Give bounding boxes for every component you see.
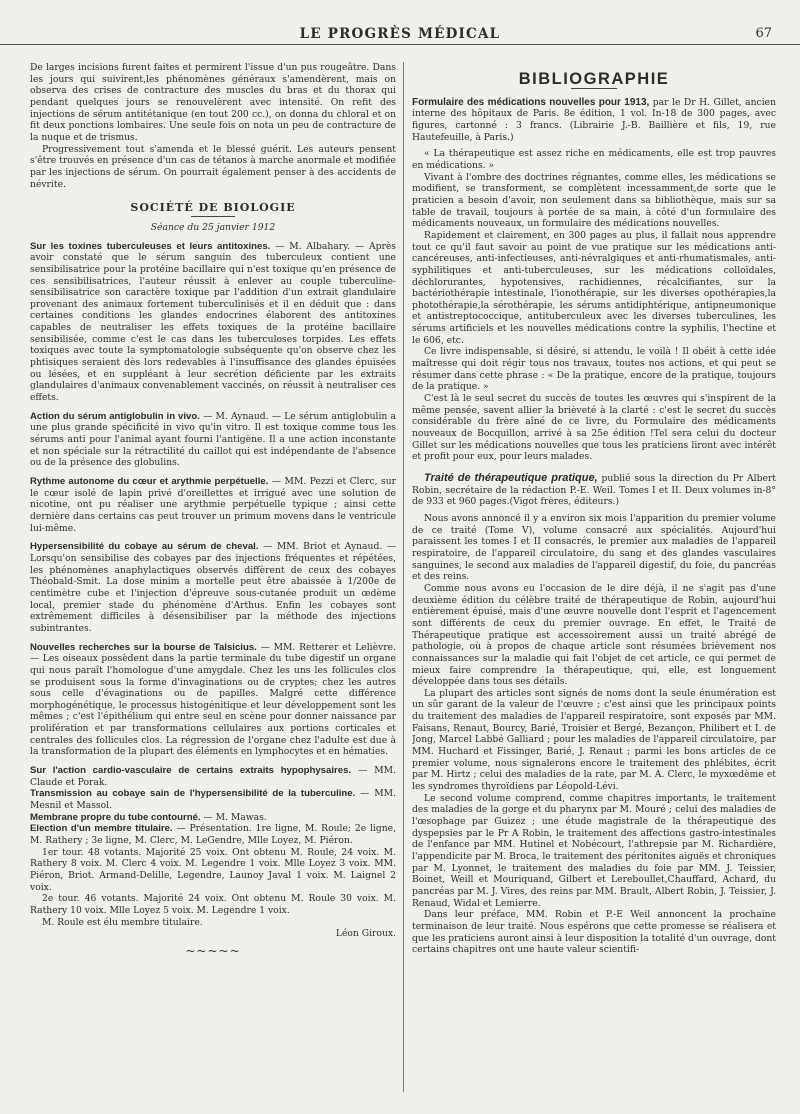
- communication-title: Rythme autonome du cœur et arythmie perpétuelle.: [30, 476, 269, 487]
- communication-entry: [30, 541, 396, 634]
- communication-entry: [30, 788, 396, 811]
- communication-authors: — Présentation.: [176, 823, 252, 835]
- section-rule: [191, 216, 235, 217]
- book-title: Traité de thérapeutique pratique,: [424, 472, 598, 484]
- book-review-header: [412, 473, 776, 508]
- section-title: SOCIÉTÉ DE BIOLOGIE: [130, 201, 296, 215]
- review-paragraph: Comme nous avons eu l'occasion de le dire déjà, il ne s'agit pas d'une deuxième édition du célèbre traité de thérapeutique de Robin, aujourd'hui entièrement épuisé, mais d'une œuvre nouvelle dont l'esprit et l'agencement sont différents de ceux du premier ouvrage. En effet, le Traité de Thérapeutique pratique est accessoirement aussi un traité abrégé de pathologie, où à propos de chaque article sont résumées brièvement nos connaissances sur la maladie qui fait l'objet de cet article, ce qui permet de mieux faire comprendre la thérapeutique, qui, elle, est longuement développée dans tous ses détails.: [412, 582, 776, 688]
- bibliography-title: BIBLIOGRAPHIE: [518, 70, 670, 88]
- communication-body: — Le sérum antiglobulin a une plus grande spécificité in vivo qu'in vitro. Il est toxique comme tous les sérums anti pour l'animal ayant fourni l'antigène. Il a une action inconstante et non spéciale sur la rétractilité du caillot qui est indépendante de l'absence ou de la présence des globulins.: [30, 410, 396, 469]
- column-divider: [403, 62, 404, 1092]
- communication-body: 1re ligne, M. Roule; 2e ligne, M. Rathery ; 3e ligne, M. Clerc, M. LeGendre, Mlle Loyez, M. Piéron.: [30, 823, 396, 847]
- communication-authors: — M. Albahary.: [275, 240, 351, 252]
- communication-title: Hypersensibilité du cobaye au sérum de cheval.: [30, 541, 259, 553]
- communication-body: — Après avoir constaté que le sérum sanguin des tuberculeux contient une sensibilisatrice pour la protéine bacillaire qui n'est toxique qu'en présence de ces sensibilisatrices, l'auteur réussit à enlever au couple tuberculine-sensibilisatrice son caractère toxique par l'addition d'un extrait glandulaire provenant des animaux fortement tuberculinisés et il en déduit que : dans certaines conditions les glandes endocrines élaborent des antitoxines capables de neutraliser les effets toxiques de la protéine bacillaire sensibilisée, comme c'est le cas dans les tuberculoses torpides. Les effets toxiques avec toute la symptomatologie subséquente qu'on observe chez les phtisiques seraient dès lors redevables à l'insuffisance des glandes épuisées ou lésées, et en suppléant à leur secrétion déficiente par les extraits glandulaires d'animaux convenablement vaccinés, on réussit à neutraliser ces effets.: [30, 240, 396, 404]
- left-column: [30, 62, 396, 1102]
- review-paragraph: Le second volume comprend, comme chapitres importants, le traitement des maladies de la gorge et du pharynx par M. Mouré ; celui des maladies de l'œsophage par Guizez ; une étude magistrale de la thérapeutique des dyspepsies par le Pr A Robin, le traitement des affections gastro-intestinales de l'enfance par MM. Hutinel et Nobécourt, l'athrepsie par M. Richardière, l'appendicite par M. Broca, le traitement des péritonites aiguës et chroniques par M. Lyonnet, le traitement des maladies du foie par MM. J. Teissier, Boinet, Weill et Mouriquand, Gilbert et Lereboullet,Chauffard, Achard, du pancréas par M. J. Vires, des reins par MM. Brault, Albert Robin, J. Teissier, J. Renaud, Widal et Lemierre.: [412, 792, 776, 909]
- intro-paragraph: Progressivement tout s'amenda et le blessé guérit. Les auteurs pensent s'être trouvés en présence d'un cas de tétanos à marche anormale et modifiée par les injections de sérum. On pourrait également penser à des accidents de névrite.: [30, 143, 396, 190]
- review-paragraph: Nous avons annoncé il y a environ six mois l'apparition du premier volume de ce traité (Tome V), volume consacré aux spécialités. Aujourd'hui paraissent les tomes I et II consacrés, le premier aux maladies de l'appareil respiratoire, de l'appareil circulatoire, du sang et des glandes vasculaires sanguines, le second aux maladies de l'appareil digestif, du foie, du pancréas et des reins.: [412, 512, 776, 583]
- review-paragraph: C'est là le seul secret du succès de toutes les œuvres qui s'inspirent de la même pensée, savent allier la brièveté à la clarté : c'est le secret du succès considérable du frère aîné de ce livre, du Formulaire des médicaments nouveaux de Bocquillon, arrivé à sa 25e édition !Tel sera celui du docteur Gillet sur les médications nouvelles que tous les praticiens liront avec intérêt et profit pour eux, pour leurs malades.: [412, 393, 776, 463]
- communication-authors: — MM. Briot et Aynaud.: [263, 541, 383, 553]
- review-paragraph: Rapidement et clairement, en 300 pages au plus, il fallait nous apprendre tout ce qu'il faut savoir au point de vue pratique sur les médications anti-cancéreuses, anti-infectieuses, anti-névralgiques et anti-rhumatismales, anti-syphilitiques et anti-tuberculeuses, sur les médications colloïdales, déchlorurantes, hypotensives, rachidiennes, récalcifiantes, sur la bactériothérapie intestinale, l'ionothérapie, sur les diverses opothérapies,la photothérapie,la sérothérapie, les sérums antidiphtérique, antipneumonique et antistreptococcique, antituberculeux avec les diverses tuberculines, les sérums artificiels et les nouvelles médications contre la syphilis, l'hectine et le 606, etc.: [412, 229, 776, 346]
- communication-authors: — MM. Pezzi et Clerc,: [271, 476, 378, 487]
- communication-entry: [30, 241, 396, 404]
- election-result: 1er tour. 48 votants. Majorité 25 voix. Ont obtenu M. Roule, 24 voix. M. Rathery 8 voix. M. Clerc 4 voix. M. Legendre 1 voix. Mlle Loyez 3 voix. MM. Piéron, Briot. Armand-Delille, Legendre, Launoy Javal 1 voix. M. Laignel 2 voix.: [30, 846, 396, 893]
- author-signature: Léon Giroux.: [335, 928, 396, 940]
- communication-body: — Lorsqu'on sensibilise des cobayes par des injections fréquentes et répétées, les phénomènes anaphylactiques observés diffèrent de ceux des cobayes Théobald-Smit. La dose minim a mortelle peut être abaissée à 1/200e de centimètre cube et l'injection d'épreuve sous-cutanée produit un œdème local, premier stade du phénomène d'Arthus. Enfin les cobayes sont extrêmement difficiles à désensibiliser par la méthode des injections subintrantes.: [30, 541, 396, 634]
- review-paragraph: La plupart des articles sont signés de noms dont la seule énumération est un sûr garant de la valeur de l'œuvre ; c'est ainsi que les principaux points du traitement des maladies de l'appareil respiratoire, sont exposés par MM. Faisans, Renaut, Bourcy, Barié, Troisier et Bergé, Bezançon, Philibert et I. de Jong, Marcel Labbé Galliard ; pour les maladies de l'appareil circulatoire, par MM. Huchard et Fissinger, Barié, J. Renaut ; parmi les bons articles de ce premier volume, nous signalerons encore le traitement des phlébites, écrit par M. Hirtz ; celui des maladies de la rate, par M. A. Clerc, le myxœdème et les syndromes thyroïdiens par Léopold-Lévi.: [412, 687, 776, 793]
- communication-title: Election d'un membre titulaire.: [30, 823, 173, 835]
- journal-title: LE PROGRÈS MÉDICAL: [299, 26, 501, 42]
- communication-authors: — MM. Claude et Porak.: [30, 765, 396, 788]
- review-paragraph: Ce livre indispensable, si désiré, si attendu, le voilà ! Il obéit à cette idée maîtresse qui doit régir tous nos travaux, toutes nos actions, et qui peut se résumer dans cette phrase : « De la pratique, encore de la pratique, toujours de la pratique. »: [412, 346, 776, 393]
- communication-body: sur le cœur isolé de lapin privé d'oreillettes et irrigué avec une solution de nicotine, ont pu réaliser une arythmie perpétuelle typique ; ainsi cette dernière dans certains cas peut trouver un primum movens dans le ventricule lui-même.: [30, 476, 396, 534]
- communication-entry: [30, 411, 396, 469]
- communication-entry: [30, 642, 396, 759]
- intro-paragraph: De larges incisions furent faites et permirent l'issue d'un pus rougeâtre. Dans les jours qui suivirent,les phénomènes généraux s'amendèrent, mais on observa des crises de contracture des muscles du bras et du thorax qui pendant quelques jours se renouvelèrent avec intensité. On refit des injections de sérum antitétanique (en tout 200 cc.), on donna du chloral et on fit deux ponctions lombaires. Une seule fois on nota un peu de contracture de la nuque et de trismus.: [30, 62, 396, 143]
- book-meta: par le Dr H. Gillet, ancien interne des hôpitaux de Paris. 8e édition, 1 vol. In-18 de 300 pages, avec figures, cartonné : 3 francs. (Librairie J.-B. Baillière et fils, 19, rue Hautefeuille, à Paris.): [412, 96, 776, 143]
- communication-title: Membrane propre du tube contourné.: [30, 811, 201, 823]
- communication-title: Action du sérum antiglobulin in vivo.: [30, 410, 200, 422]
- communication-title: Transmission au cobaye sain de l'hypersensibilité de la tuberculine.: [30, 788, 356, 800]
- communication-body: — Les oiseaux possèdent dans la partie terminale du tube digestif un organe qui nous paraît l'homologue d'une amygdale. Chez les uns les follicules clos se produisent sous la forme d'invaginations ou de cryptes; chez les autres sous celle d'évaginations ou de papilles. Malgré cette différence morphogénétique, le processus histogénitique et leur développement sont les mêmes ; c'est l'épithélium qui entre seul en scène pour donner naissance par prolifération et par transformations cellulaires aux portions corticales et centrales des follicules clos. La régression de l'organe chez l'adulte est due à la transformation de la plupart des éléments en lymphocytes et en hématies.: [30, 653, 396, 758]
- book-meta: publié sous la direction du Pr Albert Robin, secrétaire de la rédaction P.-E. Weil. Tomes I et II. Deux volumes in-8° de 933 et 960 pages.(Vigot frères, éditeurs.): [412, 473, 776, 508]
- election-result: 2e tour. 46 votants. Majorité 24 voix. Ont obtenu M. Roule 30 voix. M. Rathery 10 voix. Mlle Loyez 5 voix. M. Legendre 1 voix.: [30, 893, 396, 916]
- communication-entry: [30, 476, 396, 534]
- seance-date: Séance du 25 janvier 1912: [150, 221, 276, 233]
- communication-entry: [30, 812, 396, 824]
- communication-authors: — MM. Mesnil et Massol.: [30, 788, 396, 812]
- review-paragraph: « La thérapeutique est assez riche en médicaments, elle est trop pauvres en médications. »: [412, 148, 776, 171]
- review-paragraph: Vivant à l'ombre des doctrines régnantes, comme elles, les médications se modifient, se transforment, se complètent incessamment,de sorte que le praticien a besoin d'avoir, non seulement dans sa bibliothèque, mais sur sa table de travail, toujours à portée de sa main, à côté d'un formulaire des médicaments nouveaux, un formulaire des médications nouvelles.: [412, 171, 776, 230]
- communication-entry: [30, 823, 396, 846]
- election-result: M. Roule est élu membre titulaire.: [42, 916, 203, 928]
- communication-entry: [30, 765, 396, 788]
- communication-title: Sur les toxines tuberculeuses et leurs antitoxines.: [30, 240, 271, 252]
- review-paragraph: Dans leur préface, MM. Robin et P.-E Weil annoncent la prochaine terminaison de leur traité. Nous espérons que cette promesse se réalisera et que les praticiens auront ainsi à leur disposition la totalité d'un ouvrage, dont certains chapitres ont une haute valeur scientifi-: [412, 909, 776, 956]
- book-review-header: [412, 97, 776, 144]
- book-title: Formulaire des médications nouvelles pour 1913,: [412, 96, 650, 108]
- communication-authors: — MM. Retterer et Lelièvre.: [260, 641, 396, 653]
- communication-title: Nouvelles recherches sur la bourse de Talsicius.: [30, 641, 257, 653]
- end-ornament: ~~~~~: [185, 943, 241, 958]
- right-column: [412, 62, 776, 1102]
- running-header: [0, 24, 800, 45]
- communication-authors: — M. Mawas.: [203, 811, 267, 823]
- communication-authors: — M. Aynaud.: [203, 410, 269, 422]
- page-number: 67: [755, 26, 772, 41]
- communication-title: Sur l'action cardio-vasculaire de certains extraits hypophysaires.: [30, 765, 352, 777]
